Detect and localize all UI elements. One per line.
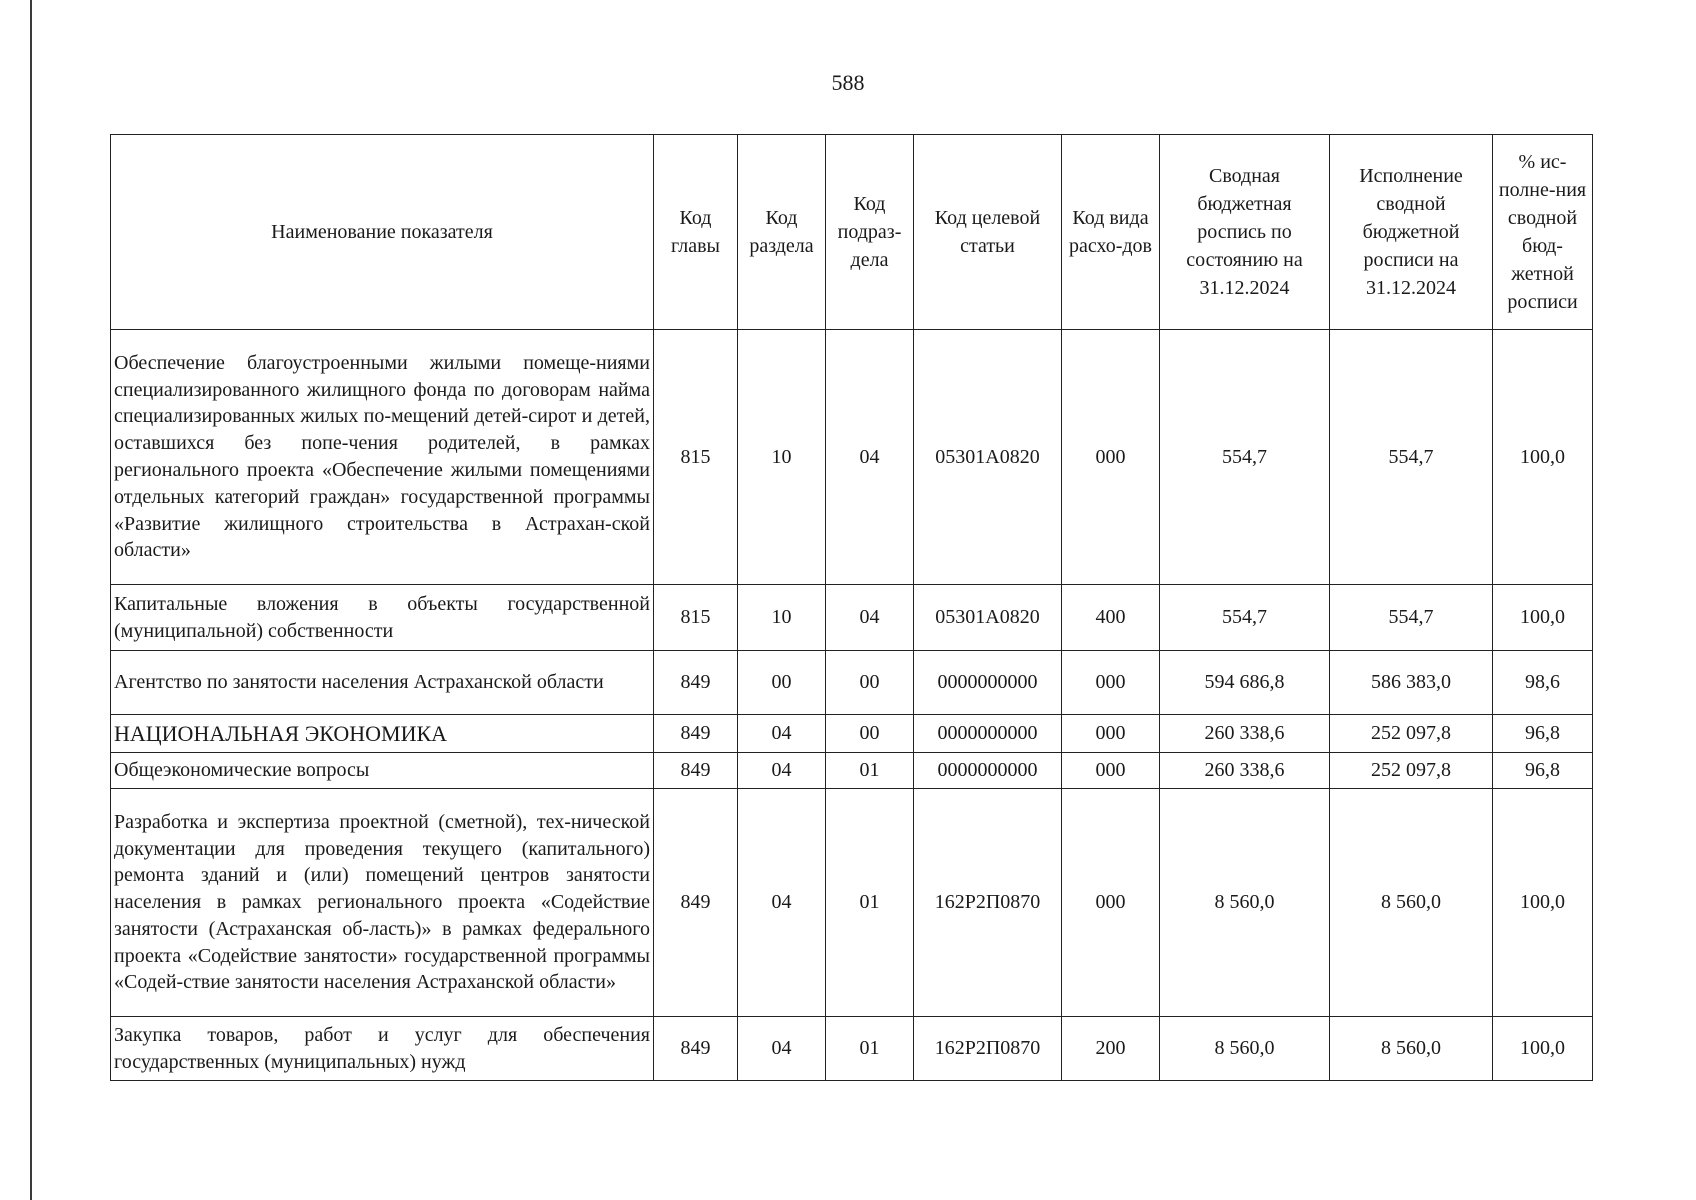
budget-execution-table [110,134,1593,1081]
row-vid: 400 [1062,585,1160,651]
row-celevaya: 162Р2П0870 [914,1017,1062,1081]
row-plan: 554,7 [1160,330,1330,585]
row-fact: 252 097,8 [1330,715,1493,753]
row-razdel: 00 [738,651,826,715]
row-glava: 815 [654,585,738,651]
row-razdel: 04 [738,789,826,1017]
table-row [111,1017,1593,1081]
row-podrazdel: 04 [826,330,914,585]
row-name: Закупка товаров, работ и услуг для обеспечения государственных (муниципальных) нужд [111,1017,654,1081]
row-fact: 252 097,8 [1330,753,1493,789]
row-plan: 260 338,6 [1160,753,1330,789]
row-razdel: 04 [738,753,826,789]
header-name: Наименование показателя [111,135,654,330]
header-glava: Код главы [654,135,738,330]
table-row [111,715,1593,753]
header-celevaya: Код целевой статьи [914,135,1062,330]
row-razdel: 04 [738,1017,826,1081]
row-podrazdel: 01 [826,753,914,789]
row-fact: 586 383,0 [1330,651,1493,715]
row-razdel: 10 [738,585,826,651]
row-podrazdel: 00 [826,715,914,753]
header-plan: Сводная бюджетная роспись по состоянию на 31.12.2024 [1160,135,1330,330]
table-row [111,651,1593,715]
header-razdel: Код раздела [738,135,826,330]
table-row [111,753,1593,789]
header-vid: Код вида расхо-дов [1062,135,1160,330]
row-plan: 260 338,6 [1160,715,1330,753]
row-name: Капитальные вложения в объекты государственной (муниципальной) собственности [111,585,654,651]
row-razdel: 04 [738,715,826,753]
scan-edge-line [30,0,32,1200]
row-glava: 815 [654,330,738,585]
header-percent: % ис-полне-ния сводной бюд-жетной росписи [1493,135,1593,330]
row-vid: 200 [1062,1017,1160,1081]
row-percent: 96,8 [1493,715,1593,753]
row-name: Общеэкономические вопросы [111,753,654,789]
row-percent: 100,0 [1493,1017,1593,1081]
row-plan: 594 686,8 [1160,651,1330,715]
page-number: 588 [831,70,865,95]
row-celevaya: 0000000000 [914,651,1062,715]
row-vid: 000 [1062,715,1160,753]
row-name: Агентство по занятости населения Астраханской области [111,651,654,715]
row-podrazdel: 00 [826,651,914,715]
row-glava: 849 [654,789,738,1017]
row-plan: 8 560,0 [1160,789,1330,1017]
row-glava: 849 [654,715,738,753]
row-celevaya: 05301А0820 [914,585,1062,651]
row-podrazdel: 01 [826,1017,914,1081]
row-percent: 100,0 [1493,330,1593,585]
table-row [111,585,1593,651]
row-percent: 96,8 [1493,753,1593,789]
row-celevaya: 05301А0820 [914,330,1062,585]
row-podrazdel: 04 [826,585,914,651]
row-fact: 8 560,0 [1330,789,1493,1017]
row-percent: 100,0 [1493,585,1593,651]
row-glava: 849 [654,1017,738,1081]
row-percent: 98,6 [1493,651,1593,715]
row-glava: 849 [654,651,738,715]
row-plan: 554,7 [1160,585,1330,651]
row-name: Обеспечение благоустроенными жилыми помеще-ниями специализированного жилищного фонда по договорам найма специализированных жилых по-мещений детей-сирот и детей, оставшихся без попе-чения родителей, в рамках регионального проекта «Обеспечение жилыми помещениями отдельных категорий граждан» государственной программы «Развитие жилищного строительства в Астрахан-ской области» [111,330,654,585]
row-glava: 849 [654,753,738,789]
row-celevaya: 0000000000 [914,753,1062,789]
table-row [111,330,1593,585]
row-celevaya: 162Р2П0870 [914,789,1062,1017]
row-fact: 554,7 [1330,585,1493,651]
row-name: НАЦИОНАЛЬНАЯ ЭКОНОМИКА [111,715,654,753]
row-celevaya: 0000000000 [914,715,1062,753]
row-name: Разработка и экспертиза проектной (сметной), тех-нической документации для проведения текущего (капитального) ремонта зданий и (или) помещений центров занятости населения в рамках регионального проекта «Содействие занятости (Астраханская об-ласть)» в рамках федерального проекта «Содействие занятости» государственной программы «Содей-ствие занятости населения Астраханской области» [111,789,654,1017]
row-vid: 000 [1062,330,1160,585]
row-razdel: 10 [738,330,826,585]
row-plan: 8 560,0 [1160,1017,1330,1081]
table-header-row [111,135,1593,330]
header-podrazdel: Код подраз-дела [826,135,914,330]
row-fact: 8 560,0 [1330,1017,1493,1081]
row-vid: 000 [1062,789,1160,1017]
row-vid: 000 [1062,651,1160,715]
row-fact: 554,7 [1330,330,1493,585]
header-fact: Исполнение сводной бюджетной росписи на 31.12.2024 [1330,135,1493,330]
row-vid: 000 [1062,753,1160,789]
row-percent: 100,0 [1493,789,1593,1017]
table-row [111,789,1593,1017]
row-podrazdel: 01 [826,789,914,1017]
